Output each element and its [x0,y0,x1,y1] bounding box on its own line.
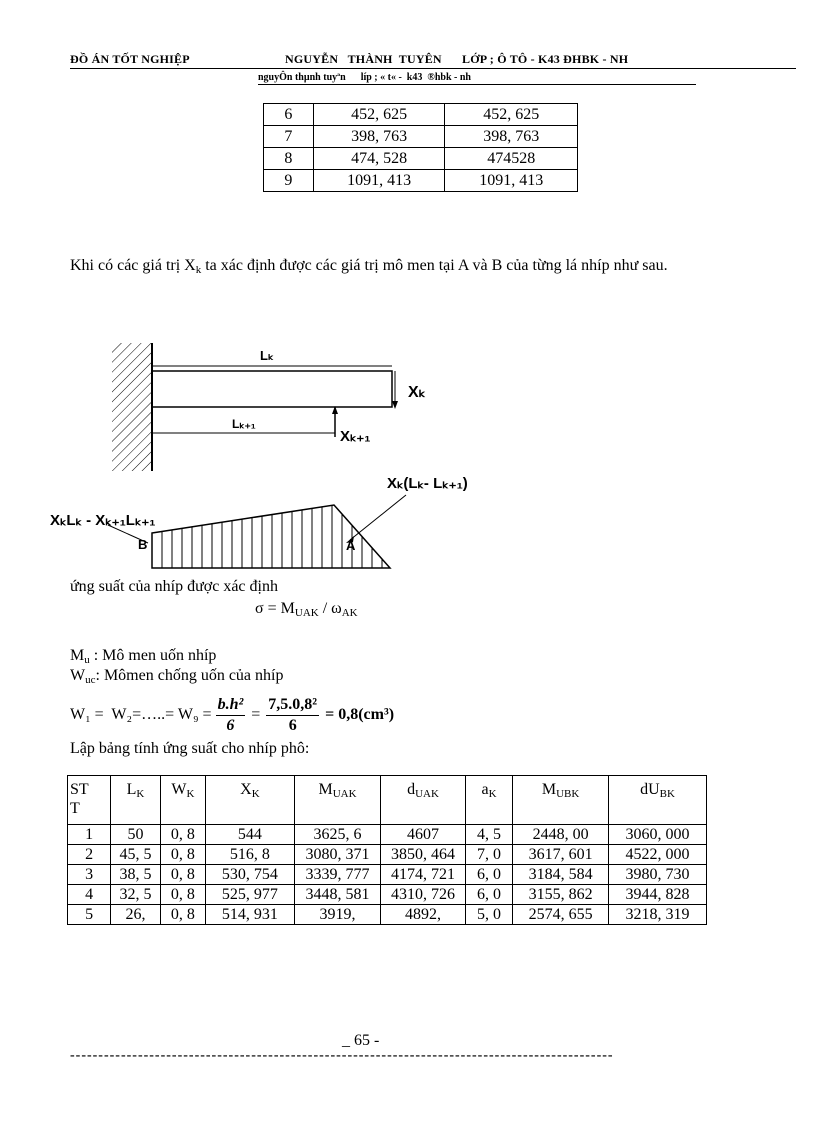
header-dubk: $dU_{BK}$ [609,776,707,825]
formula-eq: = [251,706,261,723]
table-cell: 3 [68,865,111,885]
table-cell: 6 [264,104,314,126]
intro-paragraph [70,255,776,281]
table-cell: 3060, 000 [609,825,707,845]
intro-text-b: ta xác định được các giá trị mô men tại A và B của từng lá nhíp như sau. [201,257,668,274]
table-cell: 0, 8 [160,885,205,905]
frac-2-den: 6 [288,716,297,734]
omega-sub: AK [341,607,358,619]
table-cell: 50 [111,825,160,845]
table-cell: 544 [206,825,295,845]
beam-diagram [40,335,520,580]
wuc-text: : Mômen chống uốn của nhíp [95,667,284,684]
top-table [263,103,578,192]
table-cell: 3980, 730 [609,865,707,885]
frac-2 [266,695,319,736]
intro-sub: k [195,264,202,276]
wuc-sub: uc [85,674,96,686]
table-cell: 3184, 584 [513,865,609,885]
header-subrule [258,84,696,85]
frac-1-num: b.h² [216,695,246,716]
stress-table [67,775,707,925]
table-cell: 3919, [294,905,381,925]
table-cell: 452, 625 [445,104,578,126]
table-cell: 398, 763 [445,126,578,148]
table-cell: 5 [68,905,111,925]
header-lk: $L_K$ [111,776,160,825]
table-cell: 0, 8 [160,865,205,885]
header-wk: $W_K$ [160,776,205,825]
table-cell: 474, 528 [313,148,445,170]
header-duak: $d_{UAK}$ [381,776,466,825]
table-cell: 3850, 464 [381,845,466,865]
table-cell: 26, [111,905,160,925]
table-row [264,148,578,170]
arrow-xk-head [392,401,398,409]
point-a: A [346,538,356,553]
frac-2-num: 7,5.0,8² [266,695,319,716]
table-cell: 4892, [381,905,466,925]
table-cell: 452, 625 [313,104,445,126]
table-cell: 45, 5 [111,845,160,865]
table-cell: 7 [264,126,314,148]
header-mubk: $M_{UBK}$ [513,776,609,825]
table-cell: 516, 8 [206,845,295,865]
mu-text: : Mô men uốn nhíp [89,647,217,664]
table-cell: 4174, 721 [381,865,466,885]
table-header-row [68,776,707,825]
table-cell: 514, 931 [206,905,295,925]
table-cell: 3625, 6 [294,825,381,845]
table-cell: 3080, 371 [294,845,381,865]
header-muak: $M_{UAK}$ [294,776,381,825]
table-cell: 0, 8 [160,845,205,865]
table-cell: 3218, 319 [609,905,707,925]
table-cell: 3339, 777 [294,865,381,885]
label-lk: Lₖ [260,348,274,363]
header-subline: nguyÔn thµnh tuyªn líp ; « t« - k43 ®hbk - nh [258,72,471,83]
table-cell: 4310, 726 [381,885,466,905]
label-xk: Xₖ [408,384,426,401]
header-xk: $X_K$ [206,776,295,825]
stress-formula [255,598,358,624]
label-moment-b: XₖLₖ - Xₖ₊₁Lₖ₊₁ [50,512,156,529]
table-cell: 1 [68,825,111,845]
label-xk1: Xₖ₊₁ [340,428,371,445]
table-cell: 6, 0 [465,885,512,905]
table-row [264,170,578,192]
table-cell: 0, 8 [160,905,205,925]
table-cell: 4 [68,885,111,905]
frac-1 [216,695,246,736]
footer-rule: ------------------------------------------------------------------------------------------------ [70,1048,614,1063]
wuc-symbol: W [70,667,86,684]
table-row [68,865,707,885]
table-cell: 1091, 413 [445,170,578,192]
table-row [68,825,707,845]
w-lhs: W₁ = W₂=…..= W₉ = [70,706,212,723]
formula-result: = 0,8(cm³) [325,706,395,723]
table-cell: 38, 5 [111,865,160,885]
table-cell: 1091, 413 [313,170,445,192]
table-cell: 3944, 828 [609,885,707,905]
table-cell: 474528 [445,148,578,170]
intro-text-a: Khi có các giá trị X [70,257,196,274]
wall-hatch [112,343,152,471]
table-cell: 2574, 655 [513,905,609,925]
page-number: _ 65 - [342,1032,380,1049]
header-author: NGUYỄN THÀNH TUYÊN [285,52,442,66]
table-cell: 4522, 000 [609,845,707,865]
table-cell: 0, 8 [160,825,205,845]
header-left: ĐỒ ÁN TỐT NGHIỆP [70,52,190,66]
header-class: LỚP ; Ô TÔ - K43 ĐHBK - NH [462,52,629,66]
frac-1-den: 6 [226,716,235,734]
table-row [68,905,707,925]
label-moment-a: Xₖ(Lₖ- Lₖ₊₁) [387,475,468,492]
leader-a [350,495,406,540]
table-cell: 2 [68,845,111,865]
sigma-sub: UAK [294,607,319,619]
table-cell: 4, 5 [465,825,512,845]
mu-sub: u [84,654,90,666]
table-cell: 3448, 581 [294,885,381,905]
table-cell: 3155, 862 [513,885,609,905]
table-cell: 2448, 00 [513,825,609,845]
table-cell: 4607 [381,825,466,845]
table-cell: 9 [264,170,314,192]
table-cell: 8 [264,148,314,170]
header-ak: $a_K$ [465,776,512,825]
table-cell: 6, 0 [465,865,512,885]
table-row [68,885,707,905]
table-row [68,845,707,865]
table-cell: 5, 0 [465,905,512,925]
table-row [264,104,578,126]
table-cell: 32, 5 [111,885,160,905]
w-formula [70,693,394,737]
table-cell: 3617, 601 [513,845,609,865]
table-cell: 525, 977 [206,885,295,905]
stress-intro: ứng suất của nhíp được xác định [70,578,278,595]
table-cell: 398, 763 [313,126,445,148]
table-cell: 530, 754 [206,865,295,885]
header-stt: ST T [68,776,111,825]
def-wuc [70,665,283,691]
table-row [264,126,578,148]
table-intro: Lập bảng tính ứng suất cho nhíp phô: [70,740,310,757]
beam [152,371,392,407]
moment-hatch [162,505,382,568]
sigma-text: σ = M [255,600,295,617]
header-rule [70,68,796,69]
mu-symbol: M [70,647,85,664]
label-lk1: Lₖ₊₁ [232,417,256,431]
point-b: B [138,537,148,552]
table-cell: 7, 0 [465,845,512,865]
omega-text: / ω [318,600,342,617]
